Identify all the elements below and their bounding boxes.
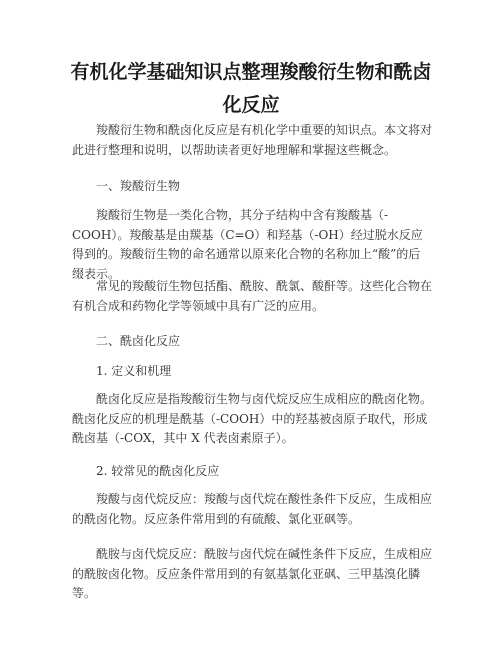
document-title: 有机化学基础知识点整理羧酸衍生物和酰卤化反应 <box>70 61 432 116</box>
paragraph-derivative-definition: 羧酸衍生物是一类化合物，其分子结构中含有羧酸基（-COOH）。羧酸基是由羰基（C=O）和羟基（-OH）经过脱水反应得到的。羧酸衍生物的命名通常以原来化合物的名称加上“酸”的后缀表示。 <box>72 208 423 281</box>
section-heading-carboxylic-derivatives: 一、羧酸衍生物 <box>96 179 181 193</box>
intro-paragraph: 羧酸衍生物和酰卤化反应是有机化学中重要的知识点。本文将对此进行整理和说明，以帮助读者更好地理解和掌握这些概念。 <box>72 123 433 157</box>
subsection-heading-definition: 1. 定义和机理 <box>96 364 172 378</box>
section-heading-acyl-halogenation: 二、酰卤化反应 <box>96 334 181 348</box>
paragraph-common-derivatives: 常见的羧酸衍生物包括酯、酰胺、酰氯、酸酐等。这些化合物在有机合成和药物化学等领域中具有广泛的应用。 <box>72 279 433 313</box>
paragraph-carboxylic-acid-reaction: 羧酸与卤代烷反应：羧酸与卤代烷在酸性条件下反应，生成相应的酰卤化物。反应条件常用到的有硫酸、氯化亚砜等。 <box>72 492 433 526</box>
subsection-heading-common-reactions: 2. 较常见的酰卤化反应 <box>96 464 220 478</box>
paragraph-reaction-mechanism: 酰卤化反应是指羧酸衍生物与卤代烷反应生成相应的酰卤化物。酰卤化反应的机理是酰基（-COOH）中的羟基被卤原子取代，形成酰卤基（-COX，其中 X 代表卤素原子）。 <box>72 392 433 445</box>
paragraph-amide-reaction: 酰胺与卤代烷反应：酰胺与卤代烷在碱性条件下反应，生成相应的酰胺卤化物。反应条件常用到的有氨基氯化亚砜、三甲基溴化膦等。 <box>72 547 433 600</box>
